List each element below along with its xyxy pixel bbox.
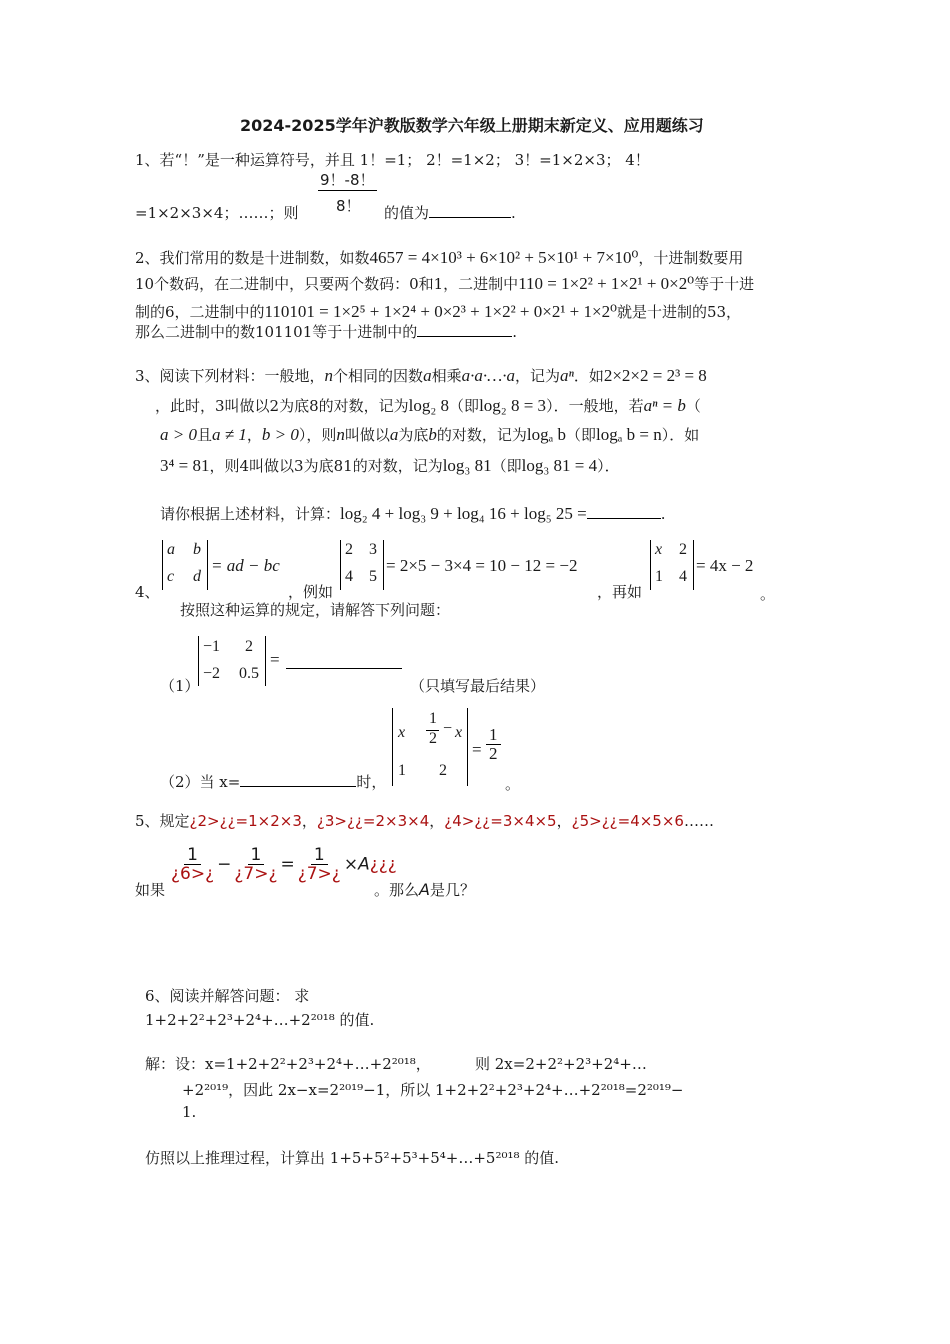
q1-answer-blank[interactable] (429, 217, 511, 218)
q1-line2-pre: =1×2×3×4；……；则 (135, 204, 299, 222)
q2-line4: 那么二进制中的数101101等于十进制中的 . (135, 323, 518, 341)
q3-answer-blank[interactable] (587, 518, 661, 519)
q2-answer-blank[interactable] (417, 336, 512, 337)
q4-example-rhs: = 2×5 − 3×4 = 10 − 12 = −2 (386, 556, 578, 575)
q6-line6: 仿照以上推理过程，计算出 1+5+5²+5³+5⁴+…+5²⁰¹⁸ 的值. (145, 1149, 560, 1167)
q4-example2-rhs: = 4x − 2 (696, 556, 754, 575)
q4-part1-label: （1） (160, 677, 200, 695)
q4-label: 4、 (135, 583, 160, 601)
q5-rule-2: ¿2>¿¿=1×2×3 (189, 812, 302, 830)
q4-part2-answer-blank[interactable] (240, 786, 356, 787)
q1-line2-post: 的值为 . (384, 204, 516, 222)
q2-math-4657: 4657 = 4×10³ + 6×10² + 5×10¹ + 7×10⁰ (369, 248, 639, 267)
q4-example2-pre: ，再如 (597, 583, 643, 601)
q4-part2-half: $\frac{1}{2}$ (486, 726, 501, 763)
q5-rule-4: ¿4>¿¿=3×4×5 (444, 812, 557, 830)
q4-part2-pre: （2）当 x= 时， (160, 773, 387, 791)
q4-instruction: 按照这种运算的规定，请解答下列问题： (180, 601, 451, 619)
q5-line2-post: 。那么A是几？ (374, 880, 475, 899)
q4-part2-equals: = (472, 740, 482, 759)
q3-line1: 3、阅读下列材料：一般地，n个相同的因数a相乘a·a·…·a，记为aⁿ．如2×2×2 = 2³ = 8 (135, 366, 707, 385)
q2-line2: 10个数码，在二进制中，只要两个数码：0和1，二进制中110 = 1×2² + 1×2¹ + 0×2⁰等于十进 (135, 274, 755, 293)
q4-example-pre: ，例如 (288, 583, 334, 601)
q5-rule-5: ¿5>¿¿=4×5×6 (571, 812, 684, 830)
q4-part2-determinant: x 1 2 − x 1 2 (392, 708, 468, 786)
q5-line2-pre: 如果 (135, 881, 166, 899)
q4-part1-determinant: −1 2 −2 0.5 (198, 636, 266, 686)
q2-line3: 制的6，二进制中的110101 = 1×2⁵ + 1×2⁴ + 0×2³ + 1×2² + 0×2¹ + 1×2⁰就是十进制的53， (135, 302, 742, 321)
q4-def-rhs: = ad − bc (211, 556, 280, 575)
q2-math-110101: 110101 = 1×2⁵ + 1×2⁴ + 0×2³ + 1×2² + 0×2¹ + 1×2⁰ (264, 302, 617, 321)
q6-line3a: 解：设：x=1+2+2²+2³+2⁴+…+2²⁰¹⁸， (145, 1055, 431, 1073)
q4-example2-end: 。 (760, 585, 776, 603)
q2-line1: 2、我们常用的数是十进制数，如数4657 = 4×10³ + 6×10² + 5×10¹ + 7×10⁰，十进制数要用 (135, 248, 744, 267)
q3-line3: a > 0且a ≠ 1，b > 0），则n叫做以a为底b的对数，记为logₐ b（即logₐ b = n）．如 (160, 425, 700, 444)
q2-math-110: 110 = 1×2² + 1×2¹ + 0×2⁰ (518, 274, 695, 293)
q5-equation: $\frac{1}{¿6>¿}$ − $\frac{1}{¿7>¿}$ = $\frac{1}{¿7>¿}$ ×A¿¿¿ (171, 845, 397, 884)
q3-task: 请你根据上述材料，计算：log₂ 4 + log₃ 9 + log₄ 16 + log₅ 25 = . (160, 504, 666, 523)
q6-line4: +2²⁰¹⁹，因此 2x−x=2²⁰¹⁹−1，所以 1+2+2²+2³+2⁴+…+2²⁰¹⁸=2²⁰¹⁹− (182, 1081, 684, 1099)
q6-line3b: 则 2x=2+2²+2³+2⁴+… (475, 1055, 647, 1073)
q5-rule-3: ¿3>¿¿=2×3×4 (316, 812, 430, 830)
q4-part2-end: 。 (505, 775, 521, 793)
q1-fraction-numerator: 9！-8！ (320, 171, 375, 189)
q4-part1-equals: = (270, 650, 280, 669)
q4-part1-answer-blank[interactable] (286, 648, 402, 669)
q6-line5: 1. (182, 1103, 197, 1121)
page-title: 2024-2025学年沪教版数学六年级上册期末新定义、应用题练习 (240, 116, 704, 135)
q4-part1-note: （只填写最后结果） (410, 677, 546, 695)
q5-line1: 5、规定¿2>¿¿=1×2×3，¿3>¿¿=2×3×4，¿4>¿¿=3×4×5，¿5>¿¿=4×5×6…… (135, 812, 714, 830)
q4-example2-determinant: x 2 1 4 (650, 540, 694, 590)
q1-fraction-denominator: 8！ (336, 197, 361, 215)
q6-line2: 1+2+2²+2³+2⁴+…+2²⁰¹⁸ 的值. (145, 1011, 375, 1029)
q3-line2: ，此时，3叫做以2为底8的对数，记为log₂ 8（即log₂ 8 = 3）．一般地，若aⁿ = b（ (155, 396, 701, 415)
q4-def-determinant: a b c d (162, 540, 208, 590)
q3-line4: 3⁴ = 81，则4叫做以3为底81的对数，记为log₃ 81（即log₃ 81 = 4）． (160, 456, 620, 475)
q4-example-determinant: 2 3 4 5 (340, 540, 384, 590)
q6-line1: 6、阅读并解答问题： 求 (145, 987, 310, 1005)
q1-line1: 1、若“！”是一种运算符号，并且 1！=1； 2！=1×2； 3！=1×2×3； 4！ (135, 151, 650, 169)
